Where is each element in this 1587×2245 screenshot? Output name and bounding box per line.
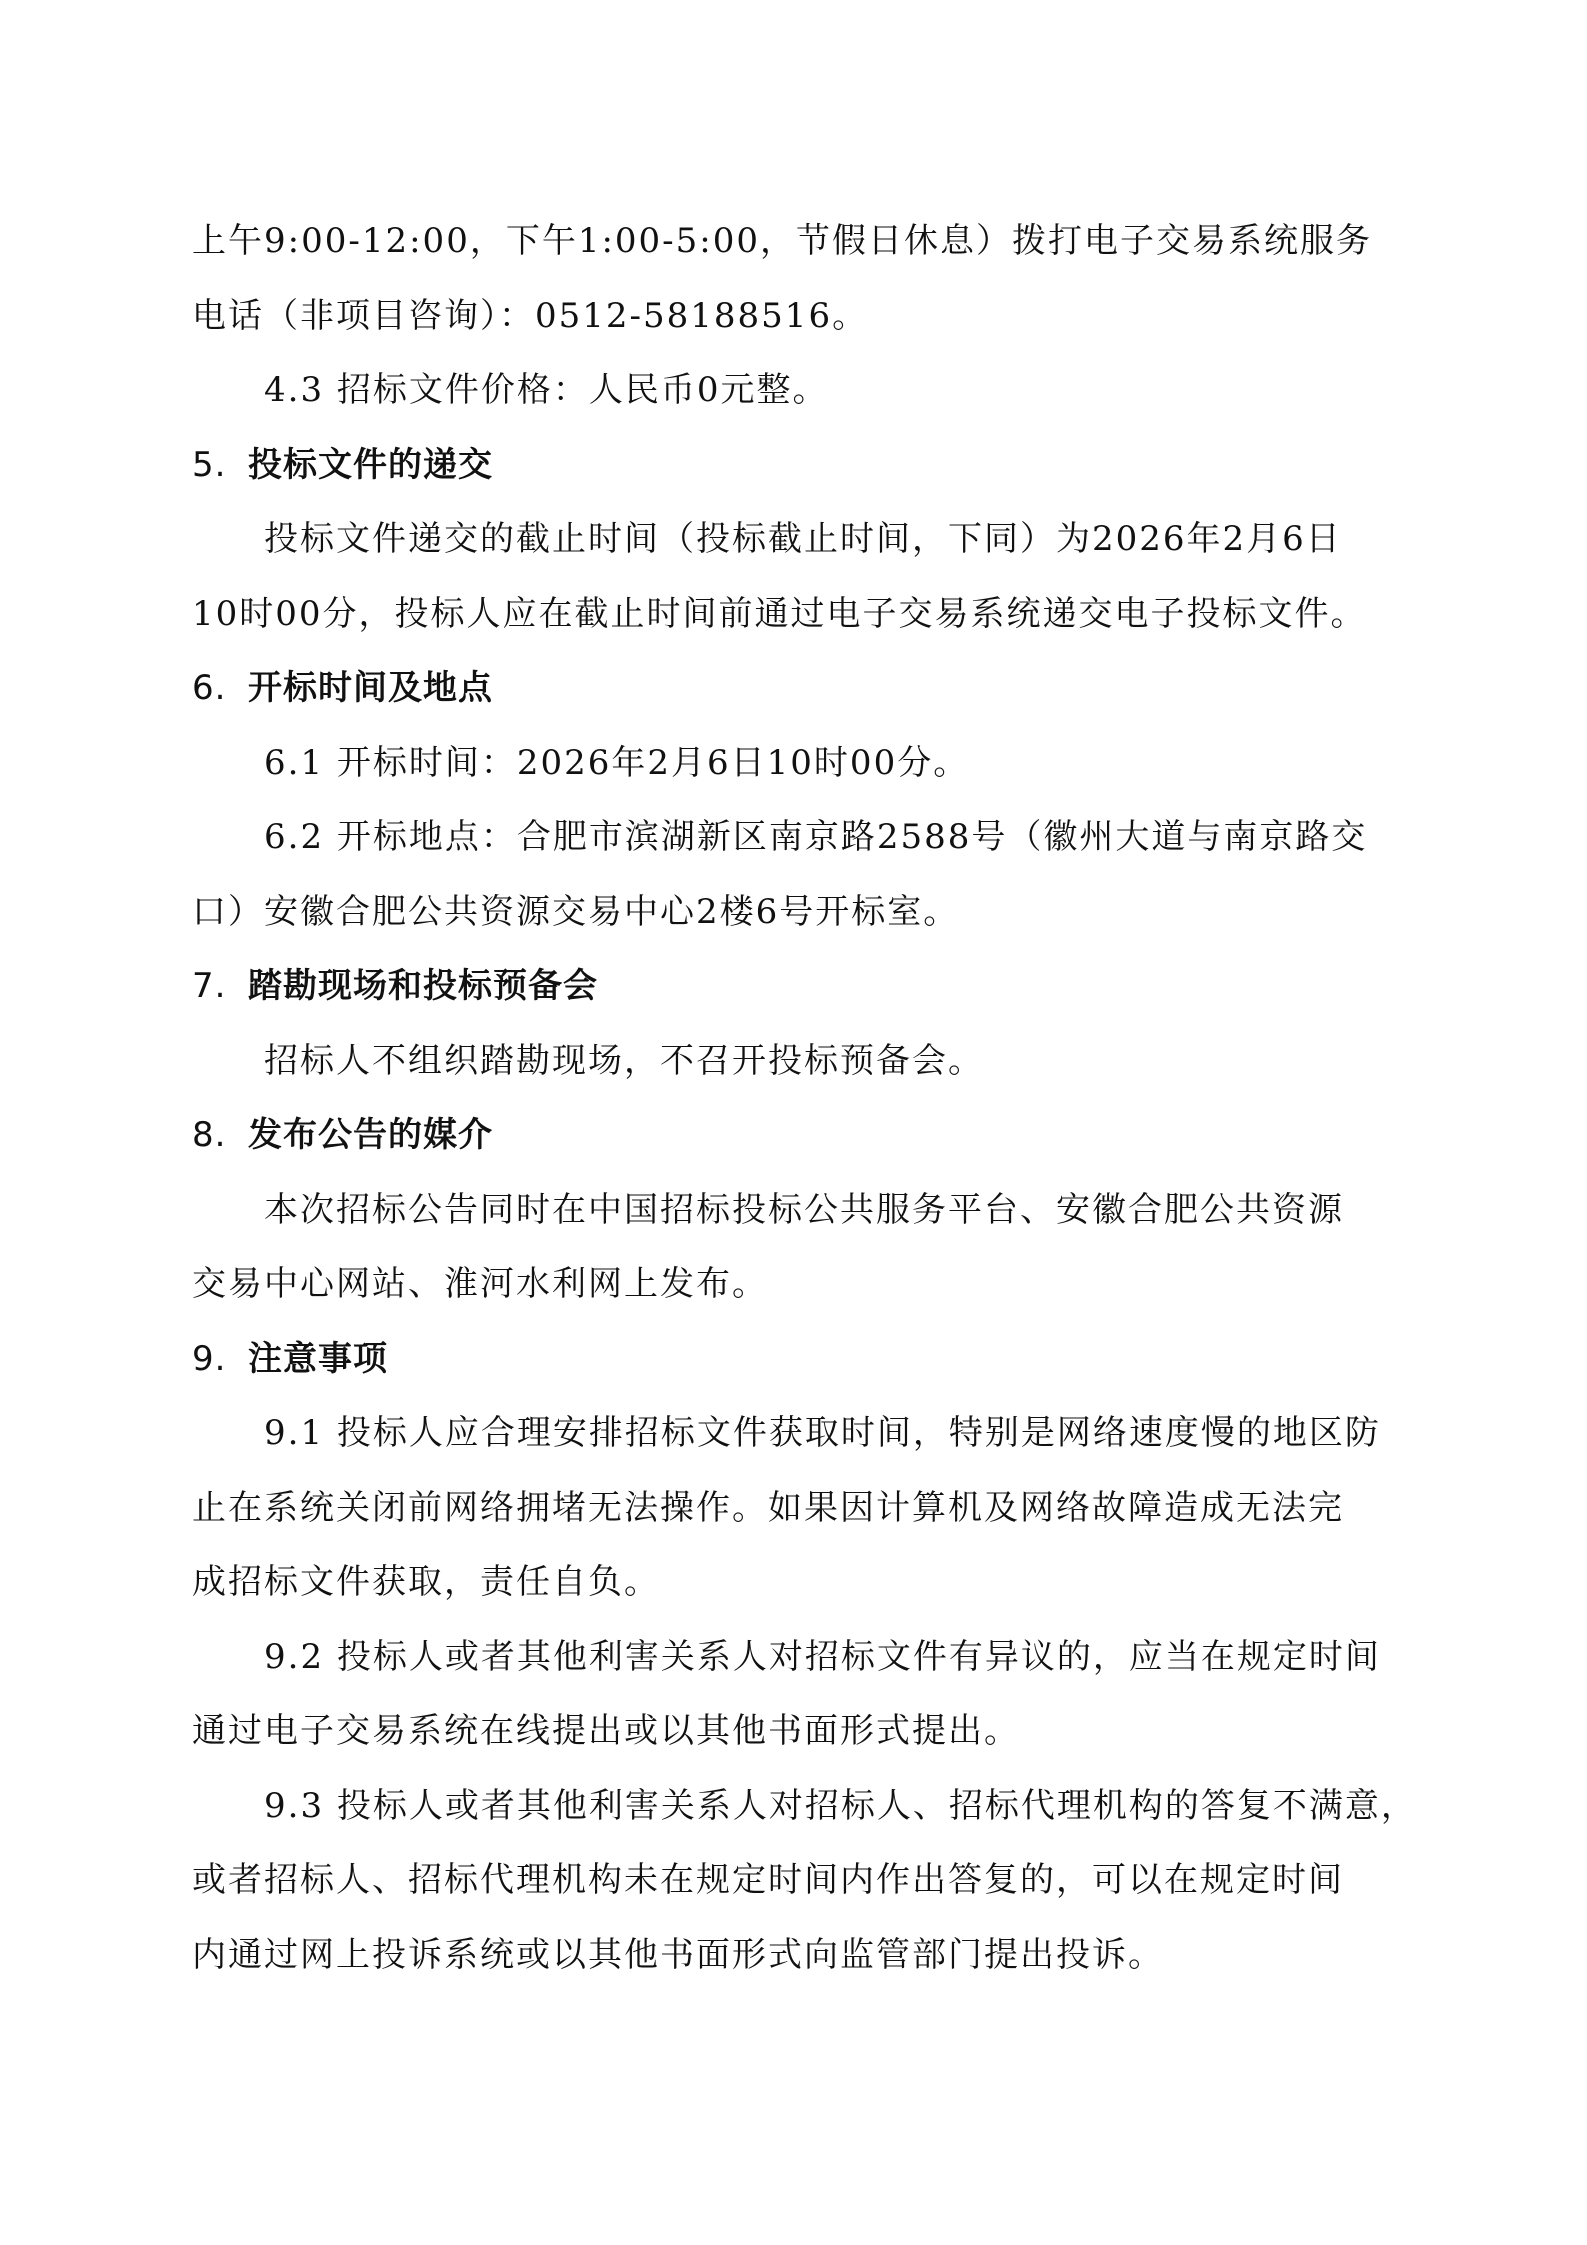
- section-title: 发布公告的媒介: [248, 1115, 493, 1155]
- paragraph-line: 6.2 开标地点：合肥市滨湖新区南京路2588号（徽州大道与南京路交: [264, 817, 1368, 857]
- paragraph-line: 成招标文件获取，责任自负。: [192, 1562, 660, 1602]
- section-heading: [192, 428, 1404, 503]
- paragraph-line: 4.3 招标文件价格：人民币0元整。: [264, 370, 829, 410]
- section-heading: [192, 1322, 1404, 1397]
- paragraph-line: 6.1 开标时间：2026年2月6日10时00分。: [264, 742, 970, 783]
- section-number: 5.: [192, 444, 227, 485]
- paragraph-line: 电话（非项目咨询）：0512-58188516。: [192, 295, 869, 336]
- paragraph-line: 口）安徽合肥公共资源交易中心2楼6号开标室。: [192, 891, 960, 932]
- section-title: 开标时间及地点: [248, 668, 493, 708]
- paragraph-line: 内通过网上投诉系统或以其他书面形式向监管部门提出投诉。: [192, 1934, 1164, 1975]
- section-heading: [192, 1098, 1404, 1173]
- section-number: 6.: [192, 668, 227, 708]
- paragraph-line: 本次招标公告同时在中国招标投标公共服务平台、安徽合肥公共资源: [264, 1189, 1344, 1230]
- paragraph-line: 上午9:00-12:00，下午1:00-5:00，节假日休息）拨打电子交易系统服务: [192, 221, 1373, 261]
- paragraph-line: 止在系统关闭前网络拥堵无法操作。如果因计算机及网络故障造成无法完: [192, 1487, 1344, 1528]
- document-body: [192, 204, 1417, 1992]
- section-title: 踏勘现场和投标预备会: [248, 966, 598, 1006]
- paragraph-line: 10时00分，投标人应在截止时间前通过电子交易系统递交电子投标文件。: [192, 593, 1367, 634]
- paragraph-line: 9.2 投标人或者其他利害关系人对招标文件有异议的，应当在规定时间: [264, 1636, 1381, 1677]
- paragraph-line: 通过电子交易系统在线提出或以其他书面形式提出。: [192, 1711, 1020, 1751]
- section-heading: [192, 949, 1404, 1024]
- paragraph-line: 交易中心网站、淮河水利网上发布。: [192, 1264, 768, 1304]
- paragraph-line: 9.1 投标人应合理安排招标文件获取时间，特别是网络速度慢的地区防: [264, 1413, 1381, 1453]
- section-number: 8.: [192, 1115, 227, 1155]
- paragraph-line: 招标人不组织踏勘现场，不召开投标预备会。: [264, 1040, 984, 1081]
- section-number: 7.: [192, 966, 227, 1006]
- section-title: 投标文件的递交: [248, 444, 493, 485]
- paragraph-line: 9.3 投标人或者其他利害关系人对招标人、招标代理机构的答复不满意，: [264, 1785, 1417, 1826]
- section-number: 9.: [192, 1338, 227, 1379]
- paragraph-line: 或者招标人、招标代理机构未在规定时间内作出答复的，可以在规定时间: [192, 1860, 1344, 1900]
- section-heading: [192, 651, 1404, 726]
- paragraph-line: 投标文件递交的截止时间（投标截止时间，下同）为2026年2月6日: [264, 519, 1342, 559]
- section-title: 注意事项: [248, 1338, 388, 1379]
